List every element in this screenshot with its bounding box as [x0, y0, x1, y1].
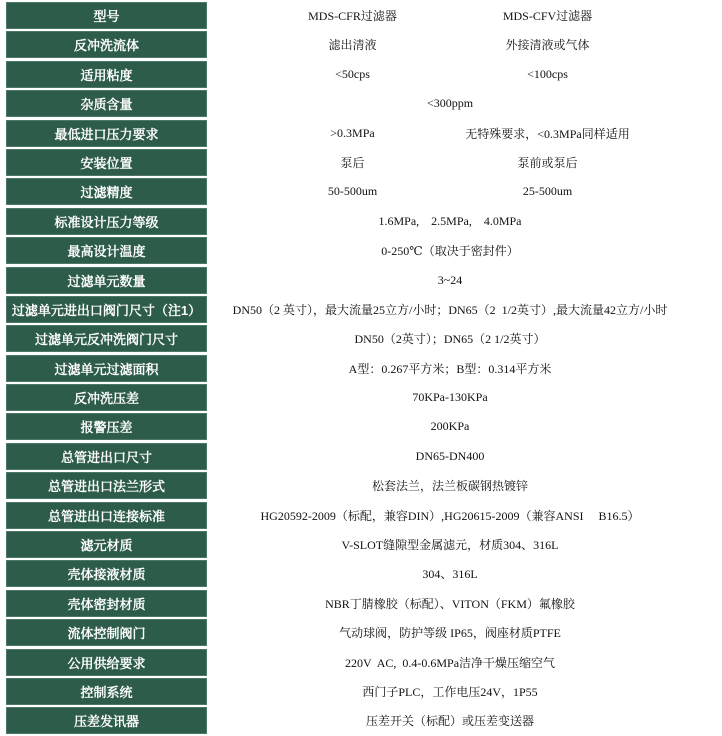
spec-values	[207, 619, 693, 646]
spec-values	[207, 560, 693, 587]
spec-row-alarm-diff-pressure	[0, 412, 722, 441]
spec-value: 松套法兰，法兰板碳钢热镀锌	[371, 479, 528, 494]
spec-row-unit-valve-size	[0, 295, 722, 324]
spec-label: 总管进出口连接标准	[6, 502, 207, 529]
spec-row-housing-seal-material	[0, 589, 722, 618]
spec-value: A型：0.267平方米；B型：0.314平方米	[348, 361, 552, 376]
spec-label: 过滤单元进出口阀门尺寸（注1）	[6, 296, 207, 323]
spec-value-cfr: >0.3MPa	[330, 125, 375, 140]
spec-value-cfr: 滤出清液	[328, 38, 377, 53]
spec-value-cfr: 50-500um	[327, 184, 378, 199]
spec-values	[207, 296, 693, 323]
spec-values	[207, 590, 693, 617]
spec-row-filter-precision	[0, 177, 722, 206]
spec-row-dp-transmitter	[0, 706, 722, 735]
spec-label: 滤元材质	[6, 531, 207, 558]
spec-value: V-SLOT缝隙型金属滤元，材质304、316L	[341, 538, 559, 553]
spec-value: <300ppm	[426, 96, 474, 111]
spec-value: 西门子PLC，工作电压24V，1P55	[362, 684, 538, 699]
spec-value: 0-250℃（取决于密封件）	[381, 244, 519, 259]
spec-values	[207, 443, 693, 470]
spec-value: 气动球阀，防护等级 IP65，阀座材质PTFE	[339, 626, 561, 641]
spec-row-filter-unit-count	[0, 266, 722, 295]
spec-value-cfv: 泵前或泵后	[517, 155, 578, 170]
spec-label: 过滤单元过滤面积	[6, 355, 207, 382]
spec-row-manifold-flange-type	[0, 471, 722, 500]
spec-label: 总管进出口尺寸	[6, 443, 207, 470]
spec-values	[207, 178, 693, 205]
spec-values	[207, 325, 693, 352]
spec-values	[207, 120, 693, 147]
spec-label: 反冲洗流体	[6, 31, 207, 58]
spec-label: 安装位置	[6, 149, 207, 176]
spec-row-model	[0, 1, 722, 30]
spec-row-housing-wetted-material	[0, 559, 722, 588]
spec-value-cfv: MDS-CFV过滤器	[502, 9, 593, 23]
spec-values	[207, 649, 693, 676]
spec-values	[207, 237, 693, 264]
spec-label: 公用供给要求	[6, 649, 207, 676]
spec-label: 最低进口压力要求	[6, 120, 207, 147]
spec-values	[207, 531, 693, 558]
spec-row-unit-backwash-valve-size	[0, 324, 722, 353]
spec-values	[207, 472, 693, 499]
spec-row-viscosity	[0, 60, 722, 89]
spec-row-min-inlet-pressure	[0, 119, 722, 148]
spec-values	[207, 90, 693, 117]
spec-row-manifold-size	[0, 442, 722, 471]
spec-value-cfr: <50cps	[335, 66, 370, 81]
spec-values	[207, 502, 693, 529]
spec-row-control-system	[0, 677, 722, 706]
spec-label: 压差发讯器	[6, 707, 207, 734]
spec-label: 反冲洗压差	[6, 384, 207, 411]
spec-value: DN50（2 英寸），最大流量25立方/小时；DN65（2 1/2英寸）,最大流量42立方/小时	[232, 302, 668, 317]
spec-values	[207, 413, 693, 440]
spec-value: 220V AC, 0.4-0.6MPa洁净干燥压缩空气	[344, 655, 556, 670]
spec-label: 过滤精度	[6, 178, 207, 205]
spec-row-backwash-fluid	[0, 30, 722, 59]
spec-value: 304、316L	[422, 567, 478, 582]
spec-row-install-position	[0, 148, 722, 177]
spec-row-impurity-content	[0, 89, 722, 118]
spec-label: 流体控制阀门	[6, 619, 207, 646]
spec-label: 最高设计温度	[6, 237, 207, 264]
spec-row-utility-requirements	[0, 648, 722, 677]
spec-value-cfr: 泵后	[340, 155, 365, 170]
spec-values	[207, 61, 693, 88]
spec-label: 壳体密封材质	[6, 590, 207, 617]
spec-value: 1.6MPa, 2.5MPa, 4.0MPa	[378, 213, 522, 228]
spec-label: 过滤单元数量	[6, 267, 207, 294]
spec-values	[207, 678, 693, 705]
spec-value: NBR丁腈橡胶（标配）、VITON（FKM）氟橡胶	[325, 596, 575, 611]
spec-values	[207, 2, 693, 29]
spec-value: DN50（2英寸）；DN65（2 1/2英寸）	[354, 332, 546, 347]
spec-values	[207, 707, 693, 734]
spec-label: 壳体接液材质	[6, 560, 207, 587]
spec-value-cfv: 外接清液或气体	[505, 38, 590, 53]
spec-label: 杂质含量	[6, 90, 207, 117]
spec-label: 型号	[6, 2, 207, 29]
spec-row-design-pressure-rating	[0, 207, 722, 236]
spec-values	[207, 384, 693, 411]
spec-value: 3~24	[437, 272, 463, 287]
spec-row-element-material	[0, 530, 722, 559]
spec-value: 70KPa-130KPa	[412, 390, 488, 405]
spec-label: 报警压差	[6, 413, 207, 440]
spec-label: 总管进出口法兰形式	[6, 472, 207, 499]
spec-label: 过滤单元反冲洗阀门尺寸	[6, 325, 207, 352]
spec-row-fluid-control-valve	[0, 618, 722, 647]
spec-values	[207, 267, 693, 294]
spec-value: 200KPa	[430, 419, 470, 434]
spec-row-backwash-diff-pressure	[0, 383, 722, 412]
spec-row-unit-filter-area	[0, 354, 722, 383]
spec-label: 控制系统	[6, 678, 207, 705]
spec-row-manifold-connection-standard	[0, 501, 722, 530]
spec-value: HG20592-2009（标配，兼容DIN）,HG20615-2009（兼容ANSI B16.5）	[260, 508, 640, 523]
spec-value-cfv: <100cps	[527, 66, 568, 81]
spec-label: 适用粘度	[6, 61, 207, 88]
spec-value-cfv: 25-500um	[522, 184, 573, 199]
spec-row-max-design-temperature	[0, 236, 722, 265]
spec-values	[207, 31, 693, 58]
spec-value-cfr: MDS-CFR过滤器	[308, 9, 397, 23]
spec-label: 标准设计压力等级	[6, 208, 207, 235]
spec-value: 压差开关（标配）或压差变送器	[365, 714, 534, 729]
spec-values	[207, 355, 693, 382]
spec-values	[207, 208, 693, 235]
spec-value: DN65-DN400	[415, 448, 485, 463]
spec-values	[207, 149, 693, 176]
spec-value-cfv: 无特殊要求，<0.3MPa同样适用	[465, 126, 630, 141]
